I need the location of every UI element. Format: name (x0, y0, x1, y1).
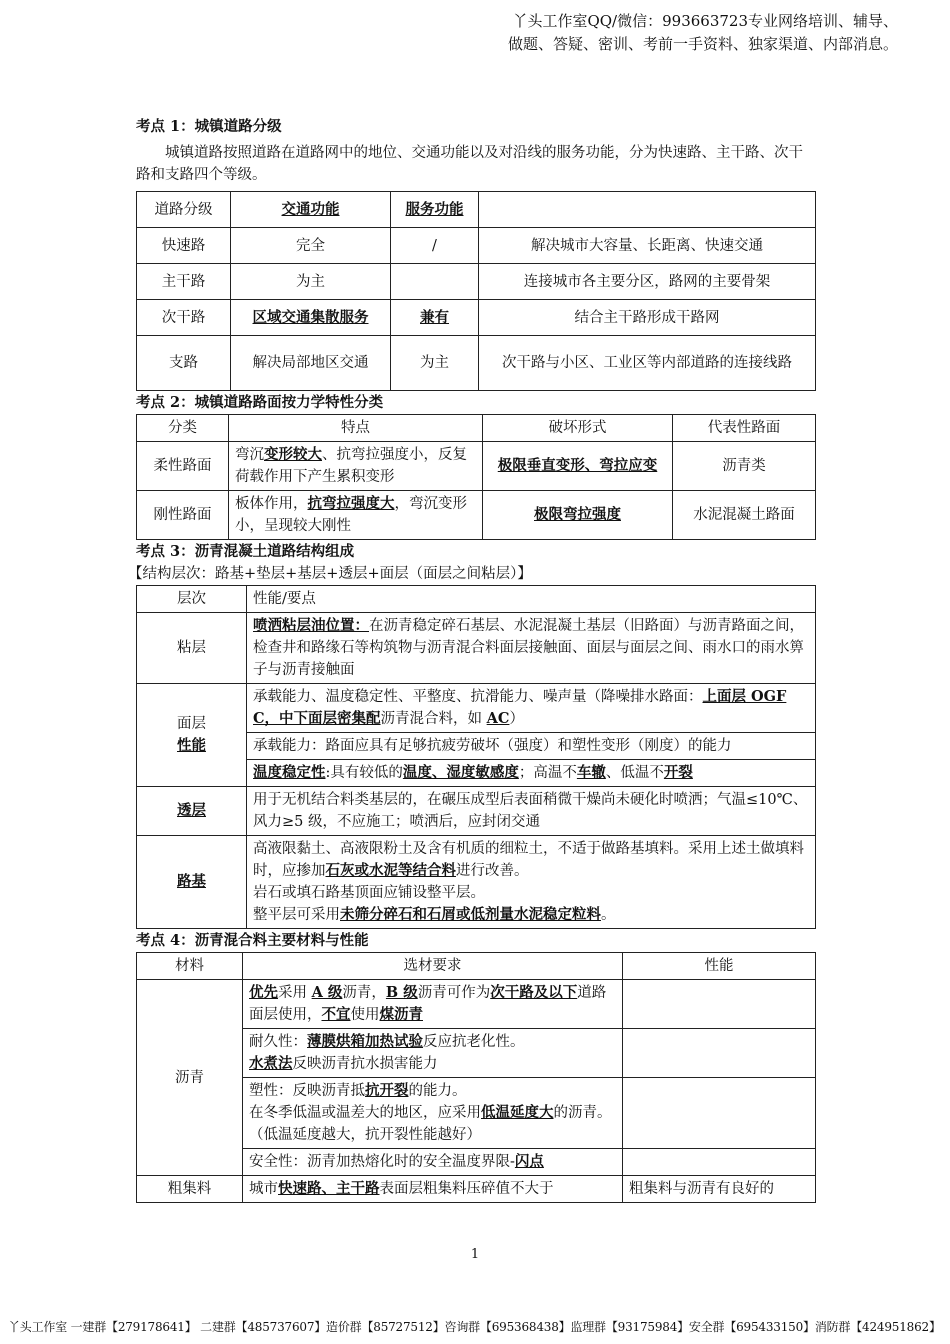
label: 面层 (177, 716, 206, 732)
text: ） (509, 711, 524, 727)
emphasis: 闪点 (514, 1153, 544, 1170)
table-row (137, 684, 816, 733)
text: 安全性：沥青加热熔化时的安全温度界限- (249, 1154, 515, 1170)
table-row (137, 1176, 816, 1203)
table-cell: 极限弯拉强度 (483, 491, 673, 540)
emphasis: B 级 (385, 984, 418, 1001)
table-cell: 沥青类 (673, 442, 816, 491)
table-cell: 次干路与小区、工业区等内部道路的连接线路 (479, 336, 816, 391)
table-cell: 粗集料与沥青有良好的 (623, 1176, 816, 1203)
page-number: 1 (470, 1247, 480, 1262)
text-line (249, 1053, 616, 1075)
text: 在冬季低温或温差大的地区，应采用 (249, 1105, 481, 1121)
text-line (249, 1080, 616, 1102)
table-cell: 区域交通集散服务 (231, 300, 391, 336)
header-line-1: 丫头工作室QQ/微信：993663723专业网络培训、辅导、 (512, 12, 898, 30)
col-header (479, 192, 816, 228)
col-header: 材料 (137, 953, 243, 980)
table-cell (623, 1029, 816, 1078)
table-row (137, 228, 816, 264)
text: 城市 (249, 1181, 278, 1197)
text: 在沥青稳定碎石基层、水泥混凝土基层（旧路面）与沥青路面之间，检查井和路缘石等构筑物与沥青混合料面层接触面、面层与面层之间、雨水口的雨水箅子与沥青接触面 (253, 618, 804, 678)
emphasis: 喷洒粘层油位置： (253, 617, 369, 634)
table-row (137, 787, 816, 836)
table-header-row (137, 953, 816, 980)
emphasis: 抗开裂 (365, 1082, 409, 1099)
table-cell: 连接城市各主要分区，路网的主要骨架 (479, 264, 816, 300)
text: 耐久性： (249, 1034, 307, 1050)
table-cell: 刚性路面 (137, 491, 229, 540)
section-1-title: 考点 1：城镇道路分级 (136, 118, 282, 135)
table-cell (247, 684, 816, 733)
emphasis: 温度、湿度敏感度 (402, 764, 519, 781)
table-cell (243, 1176, 623, 1203)
text-line (249, 1102, 616, 1146)
emphasis: AC (486, 710, 510, 727)
text-line (249, 1031, 616, 1053)
emphasis: 变形较大 (264, 446, 322, 463)
text: 整平层可采用 (253, 907, 340, 923)
table-cell (137, 684, 247, 787)
text: 反映沥青抗水损害能力 (292, 1056, 438, 1072)
emphasis: 开裂 (663, 764, 693, 781)
text-line (253, 838, 809, 882)
pavement-type-table (136, 414, 816, 540)
section-3-subtitle: 【结构层次：路基+垫层+基层+透层+面层（面层之间粘层）】 (128, 566, 532, 582)
table-cell (623, 1078, 816, 1149)
col-header: 服务功能 (391, 192, 479, 228)
text: 沥青， (342, 985, 386, 1001)
table-cell: 透层 (137, 787, 247, 836)
table-cell: 结合主干路形成干路网 (479, 300, 816, 336)
table-row (137, 336, 816, 391)
table-cell (247, 836, 816, 929)
emphasis: 石灰或水泥等结合料 (325, 862, 456, 879)
table-cell: 为主 (231, 264, 391, 300)
text: 塑性：反映沥青抵 (249, 1083, 365, 1099)
text: 使用 (350, 1007, 380, 1023)
text: ，弯沉变形小，呈现较大刚性 (235, 496, 467, 534)
table-cell: 极限垂直变形、弯拉应变 (483, 442, 673, 491)
table-cell (243, 980, 623, 1029)
asphalt-material-table (136, 952, 816, 1203)
table-header-row (137, 192, 816, 228)
emphasis: 不宜 (321, 1006, 351, 1023)
text: 、抗弯拉强度小，反复荷载作用下产生累积变形 (235, 447, 467, 485)
text: 表面层粗集料压碎值不大于 (379, 1181, 554, 1197)
text: :具有较低的 (325, 765, 403, 781)
table-cell: 承载能力：路面应具有足够抗疲劳破坏（强度）和塑性变形（刚度）的能力 (247, 733, 816, 760)
table-cell (243, 1078, 623, 1149)
col-header: 破坏形式 (483, 415, 673, 442)
text-line (253, 904, 809, 926)
col-header: 分类 (137, 415, 229, 442)
emphasis: 煤沥青 (379, 1006, 423, 1023)
table-row (137, 613, 816, 684)
emphasis: A 级 (311, 984, 343, 1001)
table-cell: 粘层 (137, 613, 247, 684)
text: 高液限黏土、高液限粉土及含有机质的细粒土，不适于做路基填料。采用上述土做填料时，应掺加 (253, 841, 804, 879)
table-cell: 次干路 (137, 300, 231, 336)
table-row (137, 836, 816, 929)
text: 反应抗老化性。 (423, 1034, 525, 1050)
table-cell (229, 491, 483, 540)
col-header: 交通功能 (231, 192, 391, 228)
table-cell: 粗集料 (137, 1176, 243, 1203)
table-cell (243, 1029, 623, 1078)
emphasis: 低温延度大 (481, 1104, 554, 1121)
header-line-2: 做题、答疑、密训、考前一手资料、独家渠道、内部消息。 (507, 35, 898, 53)
road-grade-table (136, 191, 816, 391)
table-cell: 主干路 (137, 264, 231, 300)
document-body (128, 116, 816, 1203)
text: 板体作用， (235, 496, 308, 512)
text: ；高温不 (518, 765, 577, 781)
col-header: 道路分级 (137, 192, 231, 228)
col-header: 性能 (623, 953, 816, 980)
text: 弯沉 (235, 447, 264, 463)
text-line: 岩石或填石路基顶面应铺设整平层。 (253, 885, 485, 901)
table-cell: 完全 (231, 228, 391, 264)
emphasis: 快速路、主干路 (278, 1180, 380, 1197)
table-row (137, 442, 816, 491)
emphasis: 优先 (249, 984, 278, 1001)
text: 。 (601, 907, 616, 923)
text: 沥青可作为 (417, 985, 491, 1001)
page-footer: 丫头工作室 一建群【279178641】 二建群【485737607】造价群【85727512】咨询群【695368438】监理群【93175984】安全群【695433150】消防群【424951862】 (8, 1320, 941, 1334)
table-cell: 支路 (137, 336, 231, 391)
col-header: 选材要求 (243, 953, 623, 980)
table-cell: 沥青 (137, 980, 243, 1176)
emphasis: 抗弯拉强度大 (307, 495, 395, 512)
table-cell (243, 1149, 623, 1176)
text: 承载能力、温度稳定性、平整度、抗滑能力、噪声量（降噪排水路面： (253, 689, 703, 705)
table-cell (623, 980, 816, 1029)
emphasis: 次干路及以下 (490, 984, 578, 1001)
table-cell (247, 760, 816, 787)
table-cell: 为主 (391, 336, 479, 391)
label-emphasis: 性能 (177, 737, 206, 754)
table-header-row (137, 586, 816, 613)
text: 、低温不 (605, 765, 664, 781)
emphasis: 薄膜烘箱加热试验 (307, 1033, 423, 1050)
col-header: 性能/要点 (247, 586, 816, 613)
text: 沥青混合料，如 (380, 711, 487, 727)
col-header: 层次 (137, 586, 247, 613)
table-cell: 快速路 (137, 228, 231, 264)
table-row (137, 980, 816, 1029)
table-row (137, 300, 816, 336)
table-cell (229, 442, 483, 491)
table-cell (623, 1149, 816, 1176)
table-cell (247, 613, 816, 684)
table-cell: 用于无机结合料类基层的，在碾压成型后表面稍微干燥尚未硬化时喷洒；气温≤10℃、风力≥5 级，不应施工；喷洒后，应封闭交通 (247, 787, 816, 836)
section-1-intro: 城镇道路按照道路在道路网中的地位、交通功能以及对沿线的服务功能，分为快速路、主干路、次干路和支路四个等级。 (136, 145, 803, 183)
table-cell: 解决局部地区交通 (231, 336, 391, 391)
page-header (508, 10, 898, 56)
emphasis: 未筛分碎石和石屑或低剂量水泥稳定粒料 (340, 906, 601, 923)
table-cell: 路基 (137, 836, 247, 929)
text: 采用 (278, 985, 312, 1001)
table-header-row (137, 415, 816, 442)
emphasis: 水煮法 (249, 1055, 293, 1072)
table-cell: 解决城市大容量、长距离、快速交通 (479, 228, 816, 264)
emphasis: 温度稳定性 (253, 764, 326, 781)
asphalt-structure-table (136, 585, 816, 929)
table-cell: / (391, 228, 479, 264)
section-2-title: 考点 2：城镇道路路面按力学特性分类 (136, 394, 384, 411)
table-cell: 兼有 (391, 300, 479, 336)
table-cell (391, 264, 479, 300)
col-header: 代表性路面 (673, 415, 816, 442)
table-row (137, 264, 816, 300)
text: 道路面层使用， (249, 985, 607, 1023)
section-4-title: 考点 4：沥青混合料主要材料与性能 (136, 932, 369, 949)
text: 的沥青。（低温延度越大，抗开裂性能越好） (249, 1105, 612, 1143)
table-cell: 水泥混凝土路面 (673, 491, 816, 540)
col-header: 特点 (229, 415, 483, 442)
text: 的能力。 (408, 1083, 467, 1099)
section-3-title: 考点 3：沥青混凝土道路结构组成 (136, 543, 355, 560)
table-cell: 柔性路面 (137, 442, 229, 491)
emphasis: 车辙 (576, 764, 606, 781)
table-row (137, 491, 816, 540)
text: 进行改善。 (456, 863, 529, 879)
emphasis: 上面层 OGFC，中下面层密集配 (253, 688, 787, 727)
